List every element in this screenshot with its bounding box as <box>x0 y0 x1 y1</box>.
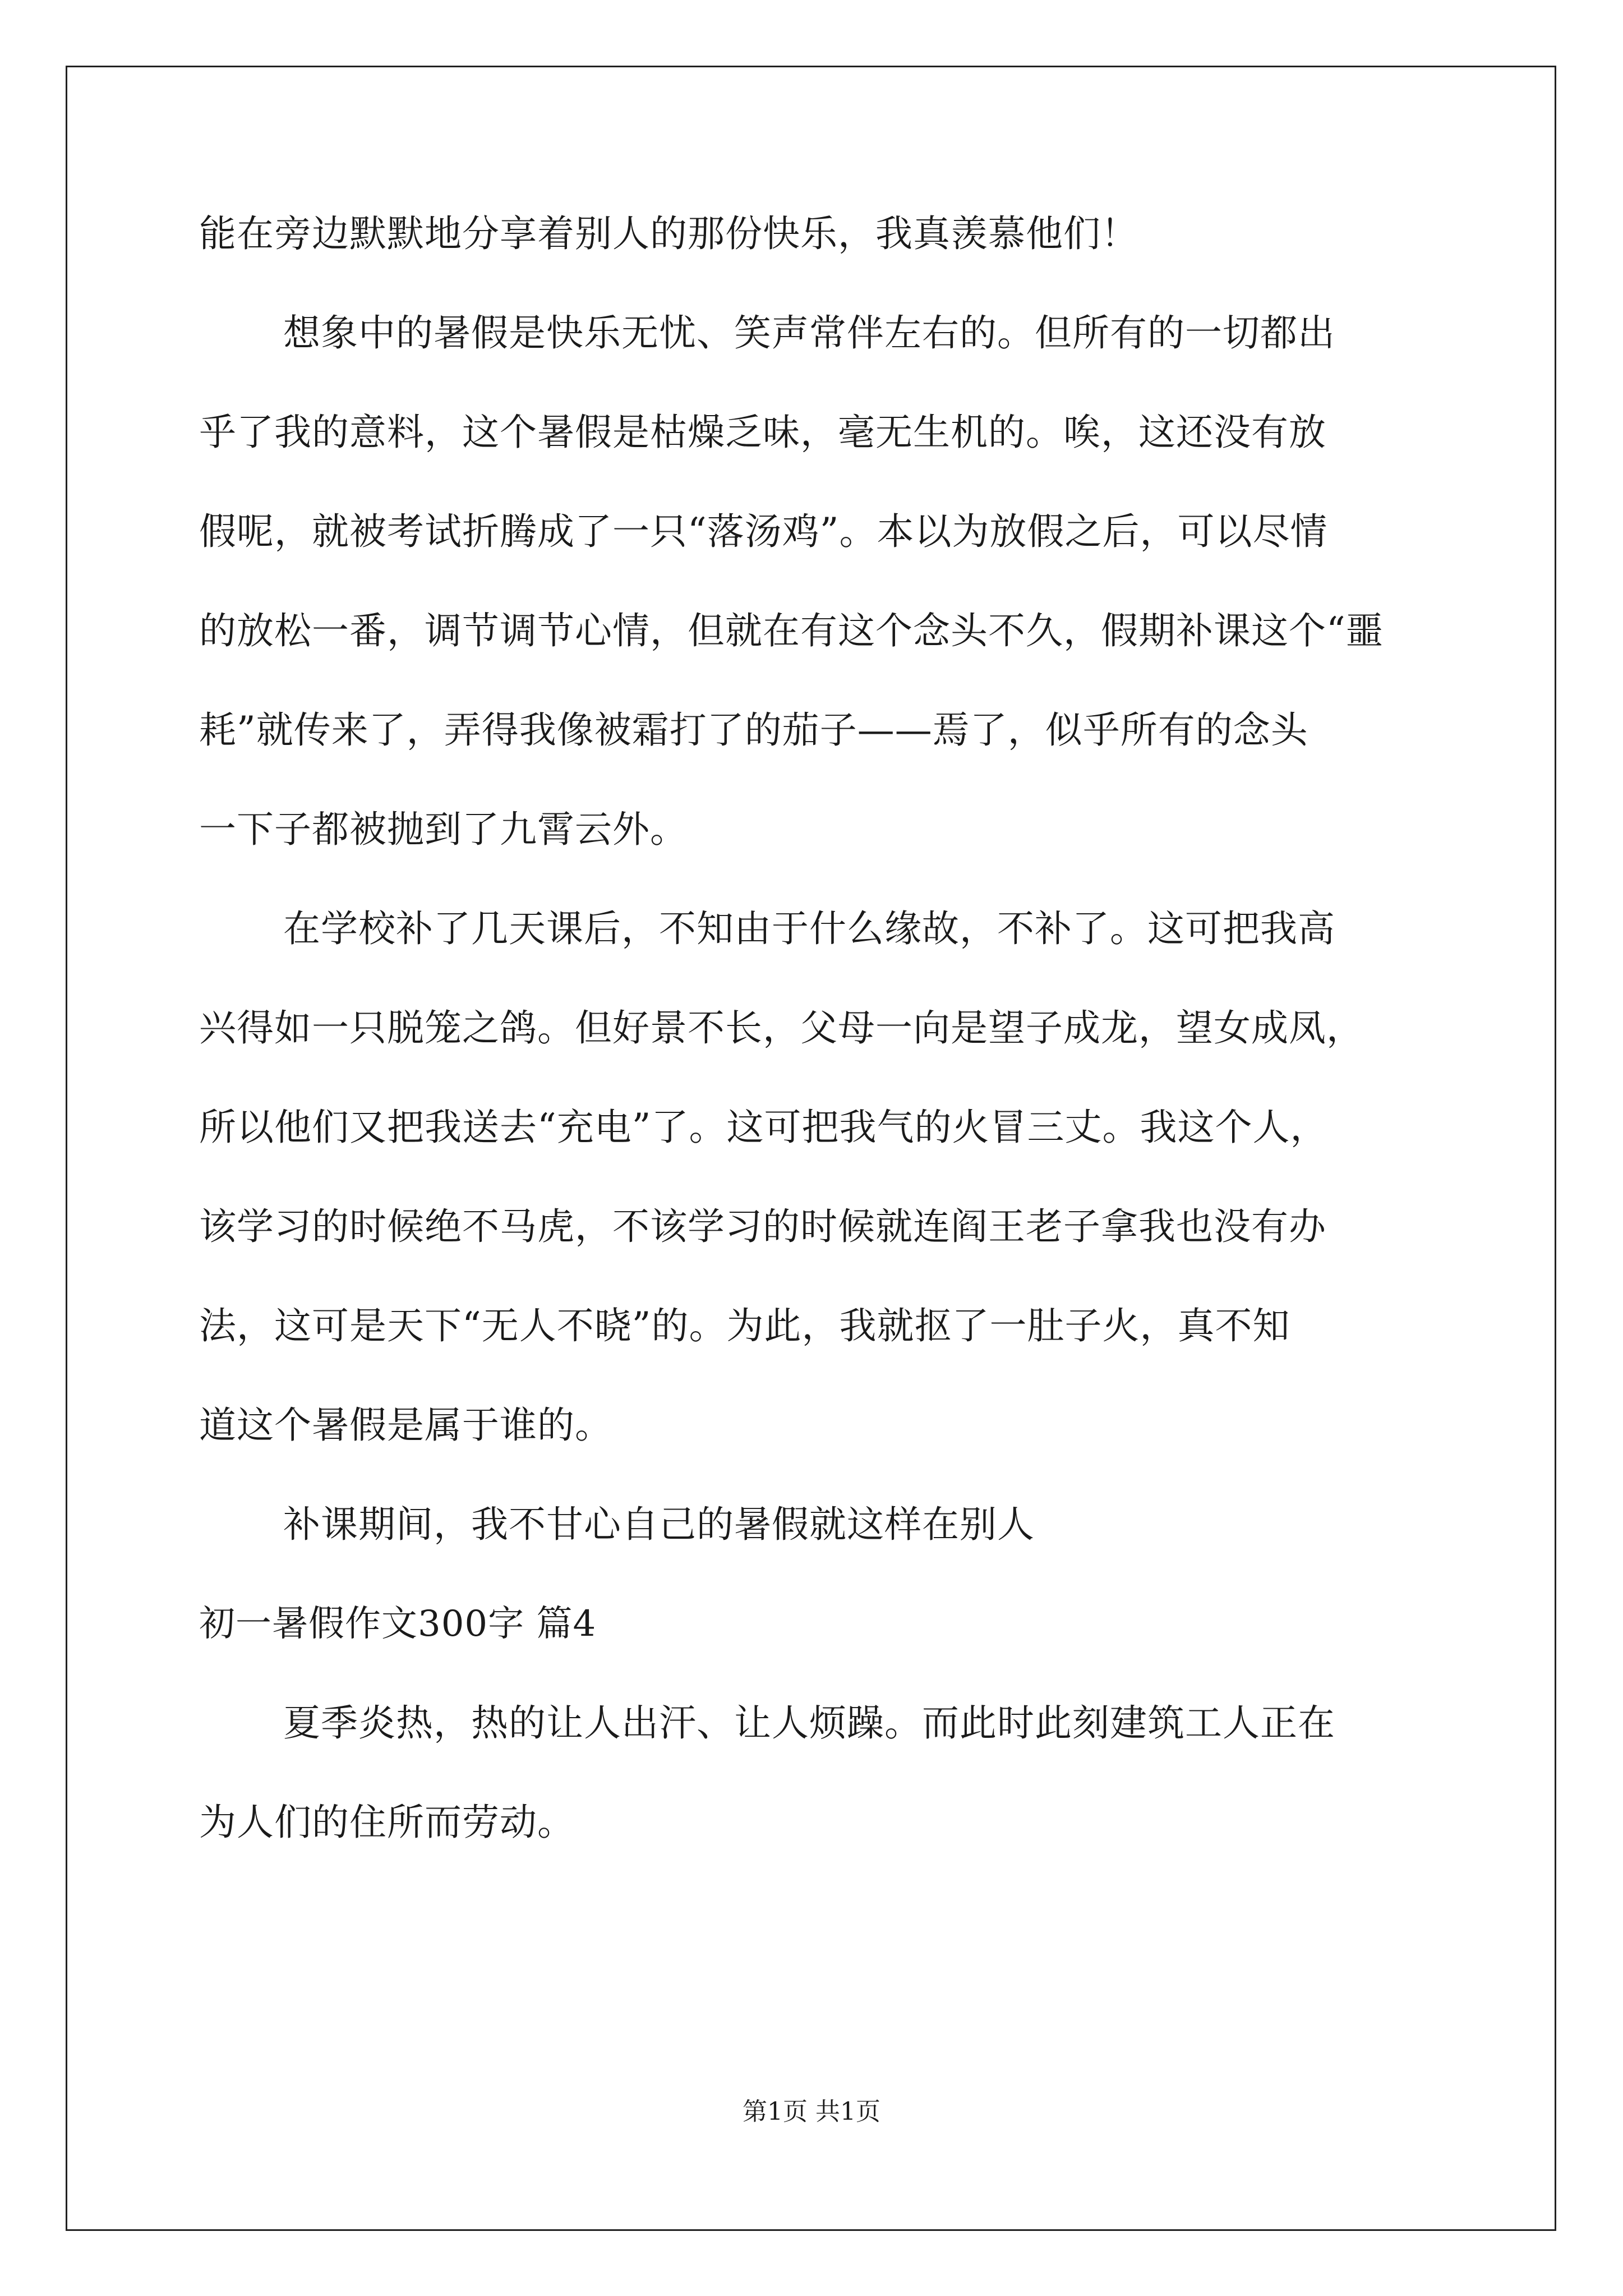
paragraph-line: 想象中的暑假是快乐无忧、笑声常伴左右的。但所有的一切都出 <box>283 311 1335 355</box>
paragraph-line: 夏季炎热，热的让人出汗、让人烦躁。而此时此刻建筑工人正在 <box>283 1701 1335 1745</box>
paragraph-line: 一下子都被抛到了九霄云外。 <box>199 808 688 851</box>
paragraph-line: 补课期间，我不甘心自己的暑假就这样在别人 <box>283 1503 1035 1546</box>
paragraph-line: 乎了我的意料，这个暑假是枯燥乏味，毫无生机的。唉，这还没有放 <box>199 411 1326 454</box>
document-body <box>199 209 1438 1897</box>
paragraph-line: 假呢，就被考试折腾成了一只“落汤鸡”。本以为放假之后，可以尽情 <box>199 510 1328 553</box>
section-heading: 初一暑假作文300字 篇4 <box>199 1603 597 1645</box>
paragraph-line: 该学习的时候绝不马虎，不该学习的时候就连阎王老子拿我也没有办 <box>199 1205 1326 1248</box>
paragraph-line: 耗”就传来了，弄得我像被霜打了的茄子——焉了，似乎所有的念头 <box>199 708 1308 752</box>
paragraph-line: 兴得如一只脱笼之鸽。但好景不长，父母一向是望子成龙，望女成凤， <box>199 1006 1364 1050</box>
paragraph-line: 在学校补了几天课后，不知由于什么缘故，不补了。这可把我高 <box>283 907 1335 950</box>
paragraph-line: 为人们的住所而劳动。 <box>199 1801 575 1844</box>
paragraph-line: 法，这可是天下“无人不晓”的。为此，我就抠了一肚子火，真不知 <box>199 1304 1290 1347</box>
paragraph-line: 能在旁边默默地分享着别人的那份快乐，我真羡慕他们！ <box>199 212 1138 255</box>
paragraph-line: 所以他们又把我送去“充电”了。这可把我气的火冒三丈。我这个人， <box>199 1106 1328 1149</box>
paragraph-line: 道这个暑假是属于谁的。 <box>199 1404 612 1447</box>
page-footer: 第1页 共1页 <box>743 2097 880 2126</box>
paragraph-line: 的放松一番，调节调节心情，但就在有这个念头不久，假期补课这个“噩 <box>199 609 1384 652</box>
